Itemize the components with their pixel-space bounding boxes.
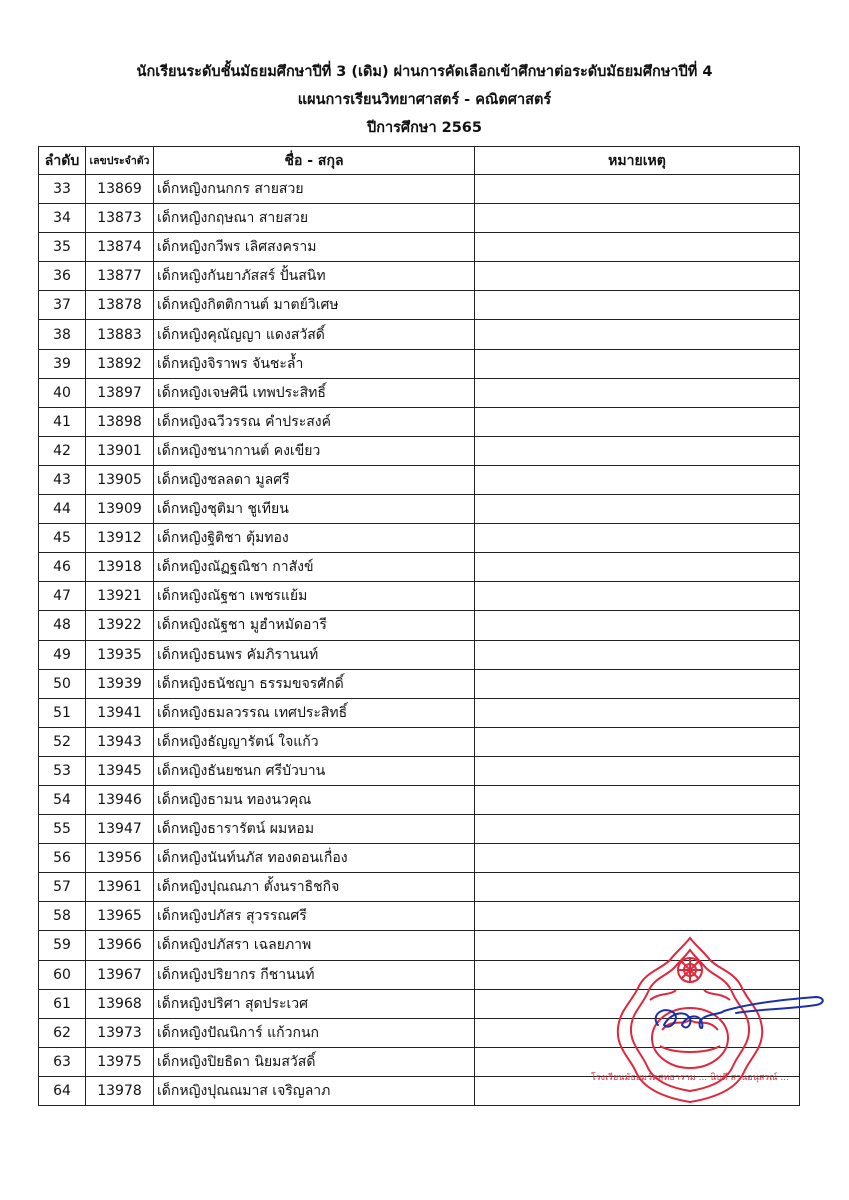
table-row	[39, 553, 800, 582]
cell-student-id: 13897	[86, 378, 154, 407]
cell-student-name: เด็กหญิงธนพร คัมภิรานนท์	[154, 640, 475, 669]
cell-student-id: 13921	[86, 582, 154, 611]
cell-number: 43	[39, 465, 86, 494]
cell-student-id: 13935	[86, 640, 154, 669]
cell-student-name: เด็กหญิงธนัชญา ธรรมขจรศักดิ์	[154, 669, 475, 698]
cell-remark	[475, 873, 800, 902]
column-header-remark: หมายเหตุ	[475, 147, 800, 175]
cell-student-name: เด็กหญิงนันท์นภัส ทองดอนเกื่อง	[154, 844, 475, 873]
cell-number: 64	[39, 1076, 86, 1105]
cell-student-id: 13873	[86, 204, 154, 233]
table-header-row	[39, 147, 800, 175]
table-row	[39, 611, 800, 640]
cell-remark	[475, 611, 800, 640]
cell-number: 34	[39, 204, 86, 233]
cell-student-name: เด็กหญิงณัฐชา มูฮำหมัดอารี	[154, 611, 475, 640]
cell-student-id: 13918	[86, 553, 154, 582]
cell-remark	[475, 349, 800, 378]
cell-student-name: เด็กหญิงธัญญารัตน์ ใจแก้ว	[154, 727, 475, 756]
cell-number: 59	[39, 931, 86, 960]
cell-student-id: 13973	[86, 1018, 154, 1047]
cell-number: 39	[39, 349, 86, 378]
cell-remark	[475, 669, 800, 698]
cell-student-id: 13965	[86, 902, 154, 931]
cell-student-name: เด็กหญิงปิยธิดา นิยมสวัสดิ์	[154, 1047, 475, 1076]
cell-remark	[475, 640, 800, 669]
cell-number: 44	[39, 495, 86, 524]
cell-student-name: เด็กหญิงกิตติกานต์ มาตย์วิเศษ	[154, 291, 475, 320]
cell-student-id: 13901	[86, 436, 154, 465]
cell-student-name: เด็กหญิงกฤษณา สายสวย	[154, 204, 475, 233]
table-row	[39, 902, 800, 931]
table-row	[39, 378, 800, 407]
cell-student-name: เด็กหญิงชลลดา มูลศรี	[154, 465, 475, 494]
table-row	[39, 262, 800, 291]
document-title: นักเรียนระดับชั้นมัธยมศึกษาปีที่ 3 (เดิม) ผ่านการคัดเลือกเข้าศึกษาต่อระดับมัธยมศึกษาปีที่ 4	[136, 64, 713, 80]
table-row	[39, 698, 800, 727]
table-row	[39, 320, 800, 349]
cell-student-id: 13967	[86, 960, 154, 989]
table-row	[39, 465, 800, 494]
table-row	[39, 582, 800, 611]
cell-student-id: 13878	[86, 291, 154, 320]
cell-number: 58	[39, 902, 86, 931]
cell-student-name: เด็กหญิงปริศา สุดประเวศ	[154, 989, 475, 1018]
cell-student-name: เด็กหญิงจิราพร จันชะล้ำ	[154, 349, 475, 378]
cell-student-name: เด็กหญิงกนกกร สายสวย	[154, 175, 475, 204]
table-row	[39, 175, 800, 204]
cell-student-id: 13978	[86, 1076, 154, 1105]
cell-number: 50	[39, 669, 86, 698]
cell-student-id: 13883	[86, 320, 154, 349]
cell-remark	[475, 495, 800, 524]
cell-remark	[475, 378, 800, 407]
cell-number: 52	[39, 727, 86, 756]
table-row	[39, 815, 800, 844]
cell-number: 63	[39, 1047, 86, 1076]
cell-student-id: 13874	[86, 233, 154, 262]
cell-number: 42	[39, 436, 86, 465]
table-row	[39, 785, 800, 814]
cell-number: 35	[39, 233, 86, 262]
cell-student-id: 13968	[86, 989, 154, 1018]
cell-student-name: เด็กหญิงชุติมา ชูเทียน	[154, 495, 475, 524]
table-row	[39, 233, 800, 262]
cell-student-id: 13966	[86, 931, 154, 960]
cell-student-name: เด็กหญิงฐิติชา ตุ้มทอง	[154, 524, 475, 553]
cell-student-name: เด็กหญิงชนากานต์ คงเขียว	[154, 436, 475, 465]
cell-number: 51	[39, 698, 86, 727]
cell-remark	[475, 175, 800, 204]
table-row	[39, 873, 800, 902]
academic-year: ปีการศึกษา 2565	[366, 120, 482, 136]
cell-student-name: เด็กหญิงฉวีวรรณ คำประสงค์	[154, 407, 475, 436]
cell-student-name: เด็กหญิงธมลวรรณ เทศประสิทธิ์	[154, 698, 475, 727]
cell-remark	[475, 785, 800, 814]
cell-remark	[475, 727, 800, 756]
table-row	[39, 407, 800, 436]
cell-number: 53	[39, 756, 86, 785]
cell-student-name: เด็กหญิงธารารัตน์ ผมหอม	[154, 815, 475, 844]
cell-number: 54	[39, 785, 86, 814]
cell-remark	[475, 233, 800, 262]
table-row	[39, 436, 800, 465]
cell-remark	[475, 436, 800, 465]
cell-student-id: 13877	[86, 262, 154, 291]
cell-student-name: เด็กหญิงเจษศินี เทพประสิทธิ์	[154, 378, 475, 407]
cell-student-name: เด็กหญิงคุณัญญา แดงสวัสดิ์	[154, 320, 475, 349]
cell-student-name: เด็กหญิงธามน ทองนวคุณ	[154, 785, 475, 814]
cell-number: 48	[39, 611, 86, 640]
cell-number: 56	[39, 844, 86, 873]
cell-remark	[475, 524, 800, 553]
table-row	[39, 495, 800, 524]
table-row	[39, 756, 800, 785]
cell-number: 38	[39, 320, 86, 349]
cell-number: 40	[39, 378, 86, 407]
cell-student-name: เด็กหญิงณัฏฐณิชา กาสังข์	[154, 553, 475, 582]
table-row	[39, 204, 800, 233]
cell-student-id: 13892	[86, 349, 154, 378]
cell-student-id: 13922	[86, 611, 154, 640]
cell-number: 57	[39, 873, 86, 902]
document-header	[0, 58, 849, 142]
cell-student-id: 13946	[86, 785, 154, 814]
table-row	[39, 291, 800, 320]
table-row	[39, 524, 800, 553]
cell-number: 60	[39, 960, 86, 989]
cell-student-id: 13869	[86, 175, 154, 204]
cell-student-id: 13939	[86, 669, 154, 698]
cell-number: 33	[39, 175, 86, 204]
cell-student-id: 13898	[86, 407, 154, 436]
table-row	[39, 727, 800, 756]
cell-number: 47	[39, 582, 86, 611]
cell-number: 46	[39, 553, 86, 582]
cell-student-id: 13941	[86, 698, 154, 727]
cell-remark	[475, 320, 800, 349]
cell-remark	[475, 553, 800, 582]
cell-student-name: เด็กหญิงธันยชนก ศรีบัวบาน	[154, 756, 475, 785]
cell-student-id: 13975	[86, 1047, 154, 1076]
cell-student-name: เด็กหญิงปริยากร กีชานนท์	[154, 960, 475, 989]
cell-number: 37	[39, 291, 86, 320]
cell-student-id: 13909	[86, 495, 154, 524]
cell-student-name: เด็กหญิงปัณนิการ์ แก้วกนก	[154, 1018, 475, 1047]
cell-remark	[475, 204, 800, 233]
cell-remark	[475, 465, 800, 494]
cell-remark	[475, 262, 800, 291]
cell-student-id: 13945	[86, 756, 154, 785]
cell-number: 49	[39, 640, 86, 669]
column-header-student-id: เลขประจำตัว	[86, 147, 154, 175]
table-row	[39, 640, 800, 669]
cell-remark	[475, 844, 800, 873]
cell-student-name: เด็กหญิงปภัสร สุวรรณศรี	[154, 902, 475, 931]
cell-student-id: 13947	[86, 815, 154, 844]
cell-number: 61	[39, 989, 86, 1018]
cell-student-id: 13943	[86, 727, 154, 756]
cell-student-id: 13912	[86, 524, 154, 553]
table-row	[39, 669, 800, 698]
cell-remark	[475, 815, 800, 844]
table-row	[39, 844, 800, 873]
column-header-name: ชื่อ - สกุล	[154, 147, 475, 175]
table-row	[39, 349, 800, 378]
cell-number: 55	[39, 815, 86, 844]
cell-remark	[475, 756, 800, 785]
cell-student-name: เด็กหญิงปภัสรา เฉลยภาพ	[154, 931, 475, 960]
cell-remark	[475, 291, 800, 320]
cell-student-id: 13905	[86, 465, 154, 494]
cell-number: 45	[39, 524, 86, 553]
cell-student-name: เด็กหญิงณัฐชา เพชรแย้ม	[154, 582, 475, 611]
cell-student-name: เด็กหญิงกันยาภัสสร์ ปั้นสนิท	[154, 262, 475, 291]
study-plan-title: แผนการเรียนวิทยาศาสตร์ - คณิตศาสตร์	[297, 92, 552, 108]
cell-number: 36	[39, 262, 86, 291]
cell-student-name: เด็กหญิงกวีพร เลิศสงคราม	[154, 233, 475, 262]
cell-number: 41	[39, 407, 86, 436]
cell-remark	[475, 407, 800, 436]
cell-student-name: เด็กหญิงปุณณมาส เจริญลาภ	[154, 1076, 475, 1105]
cell-student-id: 13956	[86, 844, 154, 873]
cell-student-id: 13961	[86, 873, 154, 902]
signature	[640, 985, 830, 1045]
cell-remark	[475, 902, 800, 931]
cell-number: 62	[39, 1018, 86, 1047]
cell-remark	[475, 698, 800, 727]
cell-student-name: เด็กหญิงปุณณภา ตั้งนราธิชกิจ	[154, 873, 475, 902]
column-header-number: ลำดับ	[39, 147, 86, 175]
seal-text: โรงเรียนมัธยมวัดสุทธาราม ... นิบดี สวนอนุสรณ์ ...	[591, 1073, 789, 1083]
cell-remark	[475, 582, 800, 611]
